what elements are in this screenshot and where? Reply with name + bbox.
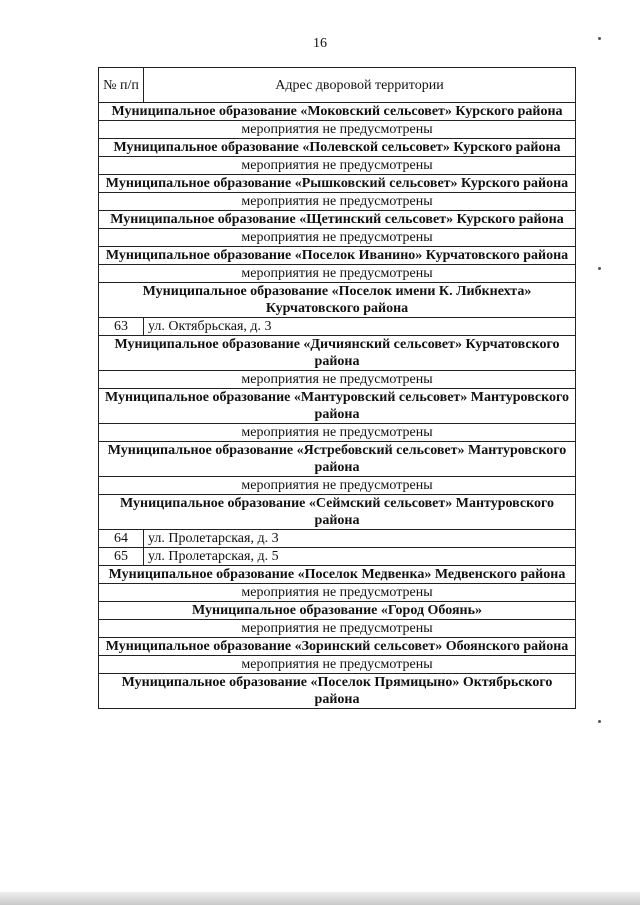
municipality-row: [99, 283, 576, 318]
municipality-row: [99, 103, 576, 121]
municipality-row: [99, 638, 576, 656]
column-header-number: № п/п: [99, 68, 144, 103]
note-row: [99, 620, 576, 638]
note-row: [99, 121, 576, 139]
municipality-heading: Муниципальное образование «Рышковский сельсовет» Курского района: [99, 175, 576, 193]
address-cell: ул. Октябрьская, д. 3: [144, 318, 576, 336]
municipality-row: [99, 566, 576, 584]
note-row: [99, 584, 576, 602]
address-cell: ул. Пролетарская, д. 5: [144, 548, 576, 566]
municipality-row: [99, 336, 576, 371]
no-measures-note: мероприятия не предусмотрены: [99, 371, 576, 389]
municipality-row: [99, 389, 576, 424]
municipality-heading: Муниципальное образование «Поселок имени К. Либкнехта» Курчатовского района: [99, 283, 576, 318]
note-row: [99, 193, 576, 211]
municipality-row: [99, 211, 576, 229]
address-row: [99, 548, 576, 566]
address-row: [99, 318, 576, 336]
table-header-row: [99, 68, 576, 103]
no-measures-note: мероприятия не предусмотрены: [99, 424, 576, 442]
table-body: [99, 103, 576, 709]
no-measures-note: мероприятия не предусмотрены: [99, 121, 576, 139]
note-row: [99, 229, 576, 247]
scan-mark: [598, 267, 601, 270]
no-measures-note: мероприятия не предусмотрены: [99, 229, 576, 247]
note-row: [99, 265, 576, 283]
scan-mark: [598, 720, 601, 723]
address-table: [98, 67, 576, 709]
municipality-heading: Муниципальное образование «Ястребовский сельсовет» Мантуровского района: [99, 442, 576, 477]
municipality-row: [99, 247, 576, 265]
municipality-heading: Муниципальное образование «Поселок Медвенка» Медвенского района: [99, 566, 576, 584]
address-cell: ул. Пролетарская, д. 3: [144, 530, 576, 548]
scan-bottom-edge: [0, 892, 640, 905]
municipality-heading: Муниципальное образование «Зоринский сельсовет» Обоянского района: [99, 638, 576, 656]
row-number: 63: [99, 318, 144, 336]
municipality-heading: Муниципальное образование «Мантуровский сельсовет» Мантуровского района: [99, 389, 576, 424]
column-header-address: Адрес дворовой территории: [144, 68, 576, 103]
row-number: 64: [99, 530, 144, 548]
municipality-heading: Муниципальное образование «Моковский сельсовет» Курского района: [99, 103, 576, 121]
scan-mark: [598, 37, 601, 40]
no-measures-note: мероприятия не предусмотрены: [99, 157, 576, 175]
municipality-row: [99, 674, 576, 709]
note-row: [99, 371, 576, 389]
municipality-row: [99, 139, 576, 157]
row-number: 65: [99, 548, 144, 566]
no-measures-note: мероприятия не предусмотрены: [99, 477, 576, 495]
no-measures-note: мероприятия не предусмотрены: [99, 265, 576, 283]
no-measures-note: мероприятия не предусмотрены: [99, 584, 576, 602]
municipality-row: [99, 495, 576, 530]
address-row: [99, 530, 576, 548]
page-number: 16: [313, 36, 327, 51]
note-row: [99, 656, 576, 674]
municipality-heading: Муниципальное образование «Дичиянский сельсовет» Курчатовского района: [99, 336, 576, 371]
no-measures-note: мероприятия не предусмотрены: [99, 620, 576, 638]
municipality-row: [99, 442, 576, 477]
note-row: [99, 477, 576, 495]
municipality-heading: Муниципальное образование «Город Обоянь»: [99, 602, 576, 620]
municipality-heading: Муниципальное образование «Щетинский сельсовет» Курского района: [99, 211, 576, 229]
municipality-heading: Муниципальное образование «Полевской сельсовет» Курского района: [99, 139, 576, 157]
municipality-row: [99, 602, 576, 620]
no-measures-note: мероприятия не предусмотрены: [99, 656, 576, 674]
municipality-heading: Муниципальное образование «Сеймский сельсовет» Мантуровского района: [99, 495, 576, 530]
no-measures-note: мероприятия не предусмотрены: [99, 193, 576, 211]
note-row: [99, 157, 576, 175]
municipality-row: [99, 175, 576, 193]
municipality-heading: Муниципальное образование «Поселок Иванино» Курчатовского района: [99, 247, 576, 265]
note-row: [99, 424, 576, 442]
municipality-heading: Муниципальное образование «Поселок Прямицыно» Октябрьского района: [99, 674, 576, 709]
